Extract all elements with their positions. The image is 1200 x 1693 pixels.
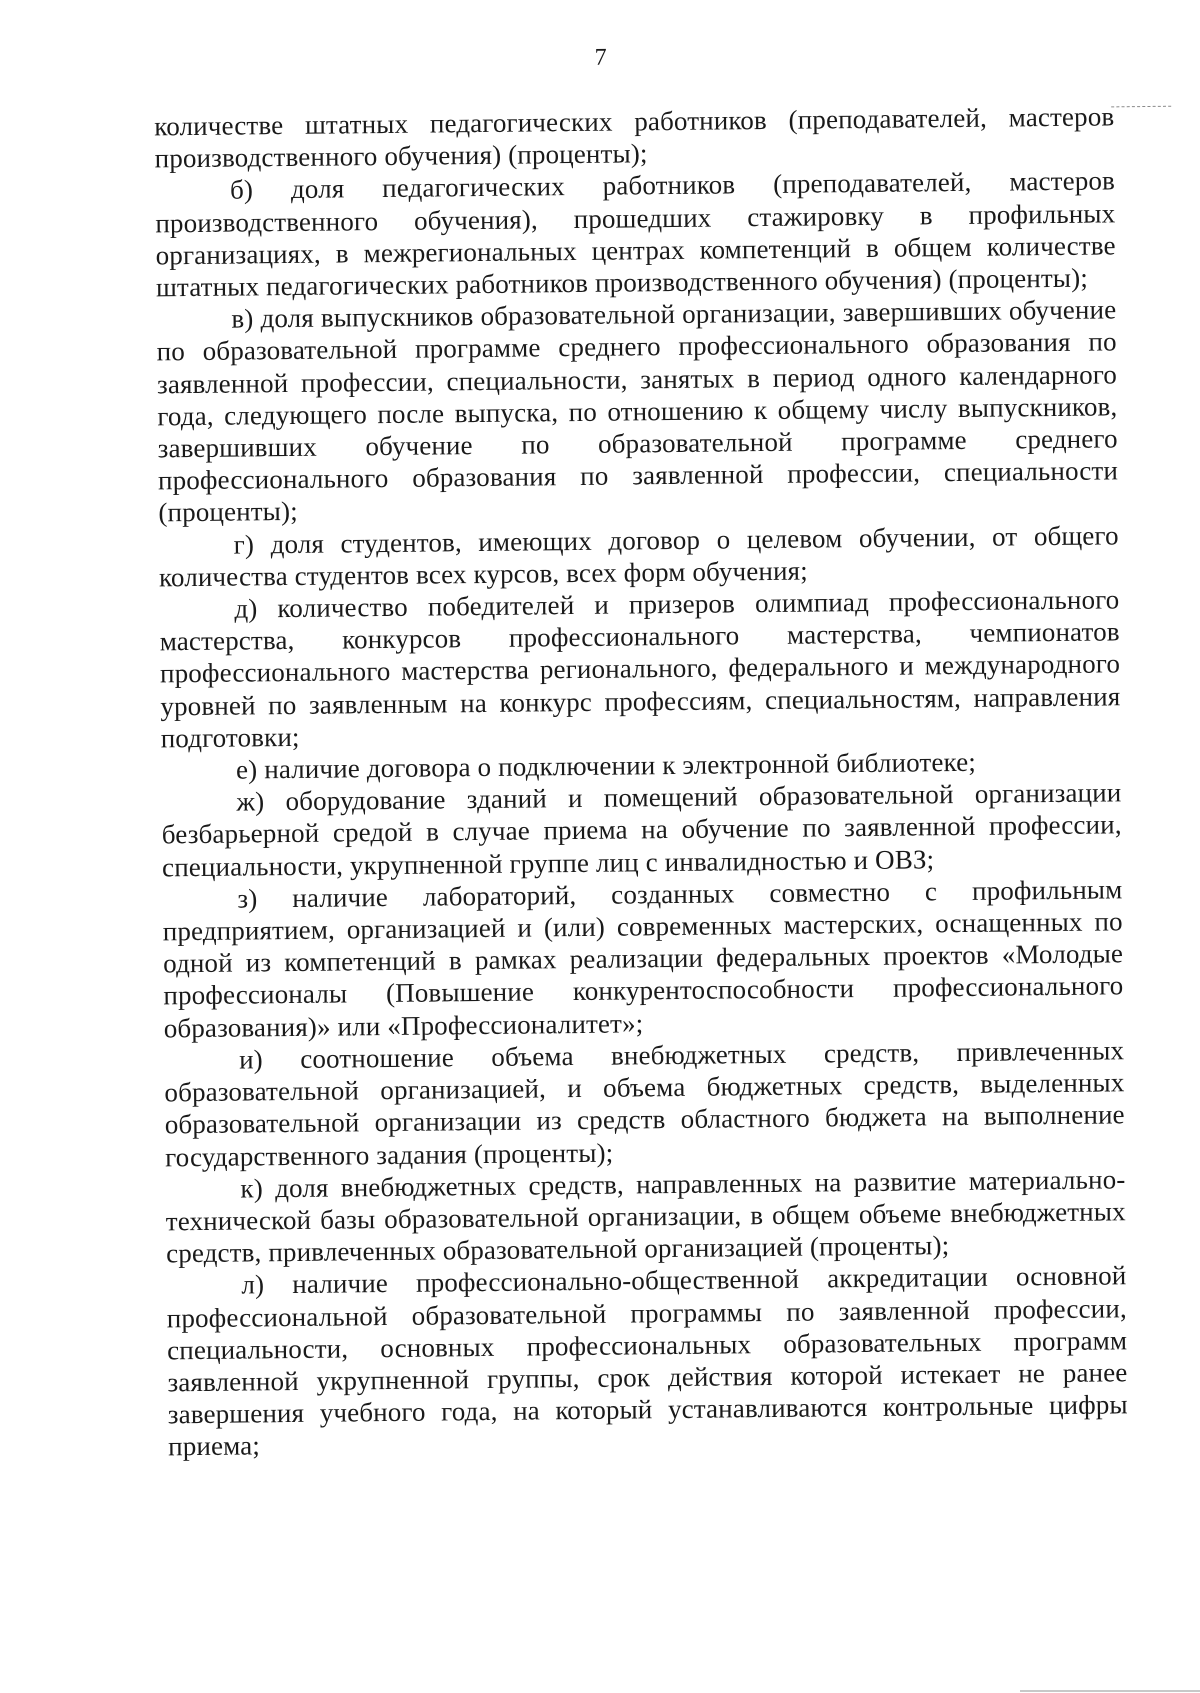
scan-bottom-edge <box>1020 1690 1200 1692</box>
paragraph-item-v: в) доля выпускников образовательной организации, завершивших обучение по образовательной программе среднего профессионального образования по заявленной профессии, специальности, занятых в период одного календарного года, следующего после выпуска, по отношению к общему числу выпускников, завершивших обучение по образовательной программе среднего профессионального образования по заявленной профессии, специальности (проценты); <box>156 294 1119 528</box>
paragraph-item-d: д) количество победителей и призеров олимпиад профессионального мастерства, конкурсов профессионального мастерства, чемпионатов профессионального мастерства регионального, федерального и международного уровней по заявленным на конкурс профессиям, специальностям, направления подготовки; <box>159 584 1121 754</box>
page-number: 7 <box>594 44 607 71</box>
scan-artifact-line <box>1111 106 1171 108</box>
document-body <box>154 100 1128 1463</box>
paragraph-item-z: з) наличие лабораторий, созданных совместно с профильным предприятием, организацией и (или) современных мастерских, оснащенных по одной из компетенций в рамках реализации федеральных проектов «Молодые профессионалы (Повышение конкурентоспособности профессионального образования)» или «Профессионалитет»; <box>162 874 1124 1044</box>
paragraph-item-b: б) доля педагогических работников (преподавателей, мастеров производственного обучения), прошедших стажировку в профильных организациях, в межрегиональных центрах компетенций в общем количестве штатных педагогических работников производственного обучения) (проценты); <box>155 165 1116 303</box>
paragraph-item-g: г) доля студентов, имеющих договор о целевом обучении, от общего количества студентов всех курсов, всех форм обучения; <box>158 519 1119 593</box>
paragraph-item-zh: ж) оборудование зданий и помещений образовательной организации безбарьерной средой в случае приема на обучение по заявленной профессии, специальности, укрупненной группе лиц с инвалидностью и ОВЗ; <box>161 777 1122 883</box>
paragraph-continuation: количестве штатных педагогических работников (преподавателей, мастеров производственного обучения) (проценты); <box>154 101 1115 174</box>
paragraph-item-e: е) наличие договора о подключении к электронной библиотеке; <box>235 746 977 785</box>
paragraph-item-l: л) наличие профессионально-общественной аккредитации основной профессиональной образовательной программы по заявленной профессии, специальности, основных профессиональных образовательных программ заявленной укрупненной группы, срок действия которой истекает не ранее завершения учебного года, на который устанавливаются контрольные цифры приема; <box>166 1260 1128 1462</box>
paragraph-item-k: к) доля внебюджетных средств, направленных на развитие материально-технической базы образовательной организации, в общем объеме внебюджетных средств, привлеченных образовательной организацией (проценты); <box>165 1163 1126 1269</box>
paragraph-item-i: и) соотношение объема внебюджетных средств, привлеченных образовательной организацией, и объема бюджетных средств, выделенных образовательной организации из средств областного бюджета на выполнение государственного задания (проценты); <box>164 1035 1125 1172</box>
